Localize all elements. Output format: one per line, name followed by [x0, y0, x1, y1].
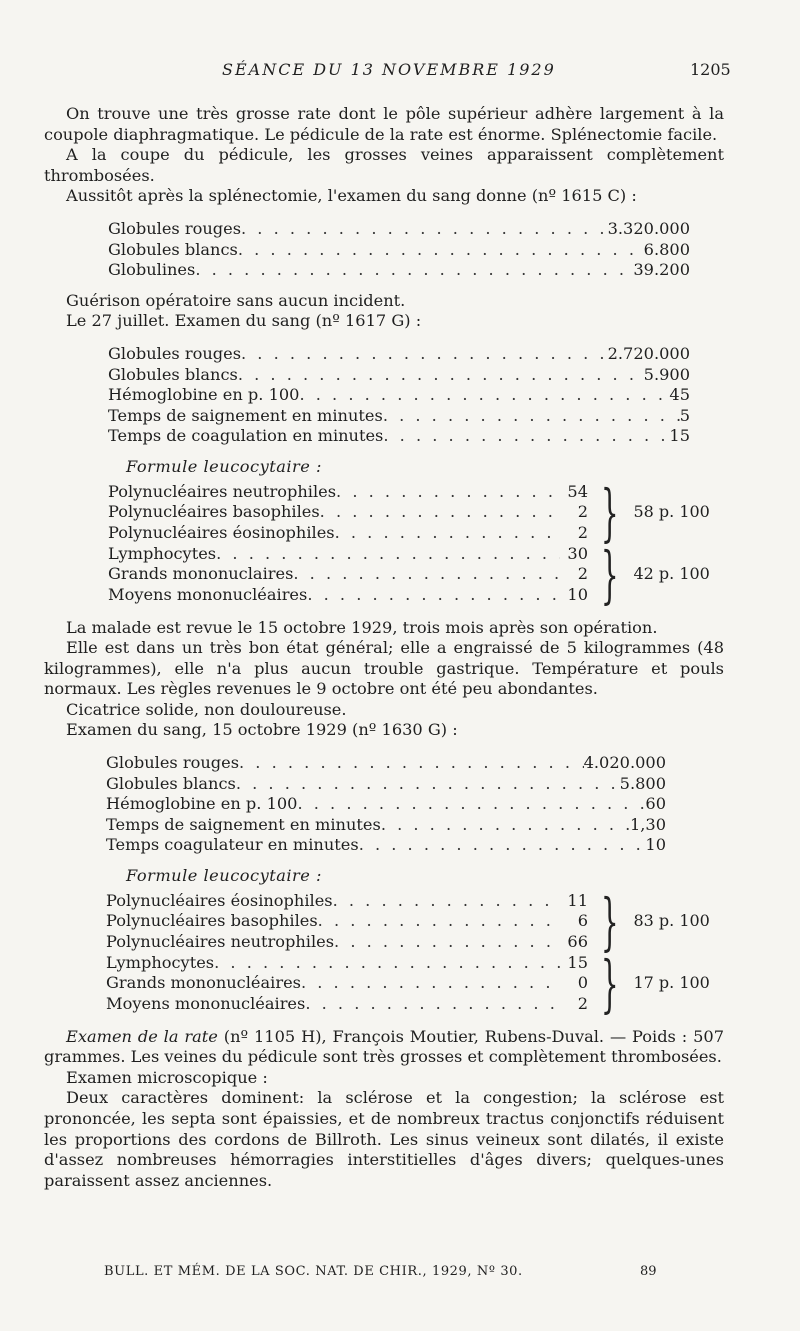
- table-row: Lymphocytes . . . 30: [108, 544, 588, 565]
- table-row: Polynucléaires neutrophiles . . . 66: [106, 932, 588, 953]
- table-row: Polynucléaires basophiles . . . 2: [108, 502, 588, 523]
- formula-1-group-b: [108, 537, 724, 611]
- table-row: Polynucléaires neutrophiles . . . 54: [108, 482, 588, 503]
- table-row: Temps coagulateur en minutes . . . 10: [106, 835, 666, 856]
- paragraph-11: Examen microscopique :: [66, 1067, 268, 1087]
- brace-icon: }: [600, 475, 619, 549]
- table-row: Globules blancs . . . 6.800: [108, 240, 690, 261]
- table-row: Lymphocytes . . . 15: [106, 953, 588, 974]
- formula-title-1: Formule leucocytaire :: [126, 456, 322, 476]
- table-row: Polynucléaires éosinophiles . . . 2: [108, 523, 588, 544]
- formula-1-group-a: [108, 475, 724, 549]
- paragraph-3: Aussitôt après la splénectomie, l'examen du sang donne (nº 1615 C) :: [66, 186, 637, 206]
- table-row: Globules rouges . . . 3.320.000: [108, 219, 690, 240]
- table-row: Globulines . . . 39.200: [108, 260, 690, 281]
- journal-citation: BULL. ET MÉM. DE LA SOC. NAT. DE CHIR., 1929, Nº 30.: [104, 1264, 523, 1279]
- running-header: [0, 60, 800, 82]
- brace-icon: }: [600, 537, 619, 611]
- paragraph-10: [44, 1027, 724, 1068]
- page-number: 1205: [690, 60, 731, 79]
- table-row: Hémoglobine en p. 100 . . . 60: [106, 794, 666, 815]
- paragraph-9: Examen du sang, 15 octobre 1929 (nº 1630 G) :: [66, 720, 458, 740]
- blood-table-1: [108, 219, 690, 281]
- group-total: 42 p. 100: [633, 564, 710, 584]
- paragraph-1: On trouve une très grosse rate dont le pôle supérieur adhère largement à la coupole diaphragmatique. Le pédicule de la rate est énorme. Splénectomie facile.: [44, 104, 724, 144]
- table-row: Globules rouges . . . 4.020.000: [106, 753, 666, 774]
- table-row: Globules rouges . . . 2.720.000: [108, 344, 690, 365]
- table-row: Moyens mononucléaires . . . 2: [106, 994, 588, 1015]
- group-total: 58 p. 100: [633, 502, 710, 522]
- table-row: Grands mononuclaires . . . 2: [108, 564, 588, 585]
- table-row: Polynucléaires basophiles . . . 6: [106, 911, 588, 932]
- blood-table-2: [108, 344, 690, 447]
- brace-icon: }: [600, 946, 619, 1020]
- group-total: 83 p. 100: [633, 911, 710, 931]
- blood-table-3: [106, 753, 666, 856]
- paragraph-2: A la coupe du pédicule, les grosses veines apparaissent complètement thrombosées.: [44, 145, 724, 185]
- paragraph-12: Deux caractères dominent: la sclérose et la congestion; la sclérose est prononcée, les septa sont épaissies, et de nombreux tractus conjonctifs réduisent les proportions des cordons de Billroth. Les sinus veineux sont dilatés, il existe d'assez nombreuses hémorragies interstitielles d'âges divers; quelques-unes paraissent assez anciennes.: [44, 1088, 724, 1190]
- formula-2-group-b: [106, 946, 724, 1020]
- paragraph-5: Le 27 juillet. Examen du sang (nº 1617 G) :: [66, 311, 422, 331]
- table-row: Globules blancs . . . 5.900: [108, 365, 690, 386]
- group-total: 17 p. 100: [633, 973, 710, 993]
- spleen-exam-text: (nº 1105 H), François Moutier, Rubens-Duval. — Poids : 507 grammes. Les veines du pédicule sont très grosses et complètement thrombosées.: [44, 1026, 724, 1067]
- running-title: SÉANCE DU 13 NOVEMBRE 1929: [222, 60, 556, 79]
- paragraph-6: La malade est revue le 15 octobre 1929, trois mois après son opération.: [66, 617, 658, 637]
- formula-title-2: Formule leucocytaire :: [126, 866, 322, 886]
- page-body: [44, 104, 724, 1191]
- table-row: Polynucléaires éosinophiles . . . 11: [106, 891, 588, 912]
- table-row: Globules blancs . . . 5.800: [106, 774, 666, 795]
- table-row: Moyens mononucléaires . . . 10: [108, 585, 588, 606]
- table-row: Temps de saignement en minutes . . . 5: [108, 406, 690, 427]
- table-row: Grands mononucléaires . . . 0: [106, 973, 588, 994]
- paragraph-8: Cicatrice solide, non douloureuse.: [66, 699, 347, 719]
- paragraph-4: Guérison opératoire sans aucun incident.: [66, 290, 406, 310]
- formula-2-group-a: [106, 884, 724, 958]
- sheet-number: 89: [640, 1264, 657, 1279]
- table-row: Hémoglobine en p. 100 . . . 45: [108, 385, 690, 406]
- paragraph-7: Elle est dans un très bon état général; elle a engraissé de 5 kilogrammes (48 kilogrammes), elle n'a plus aucun trouble gastrique. Température et pouls normaux. Les règles revenues le 9 octobre ont été peu abondantes.: [44, 638, 724, 699]
- spleen-exam-heading: Examen de la rate: [66, 1026, 218, 1046]
- table-row: Temps de saignement en minutes . . . 1,30: [106, 815, 666, 836]
- brace-icon: }: [600, 884, 619, 958]
- table-row: Temps de coagulation en minutes . . . 15: [108, 426, 690, 447]
